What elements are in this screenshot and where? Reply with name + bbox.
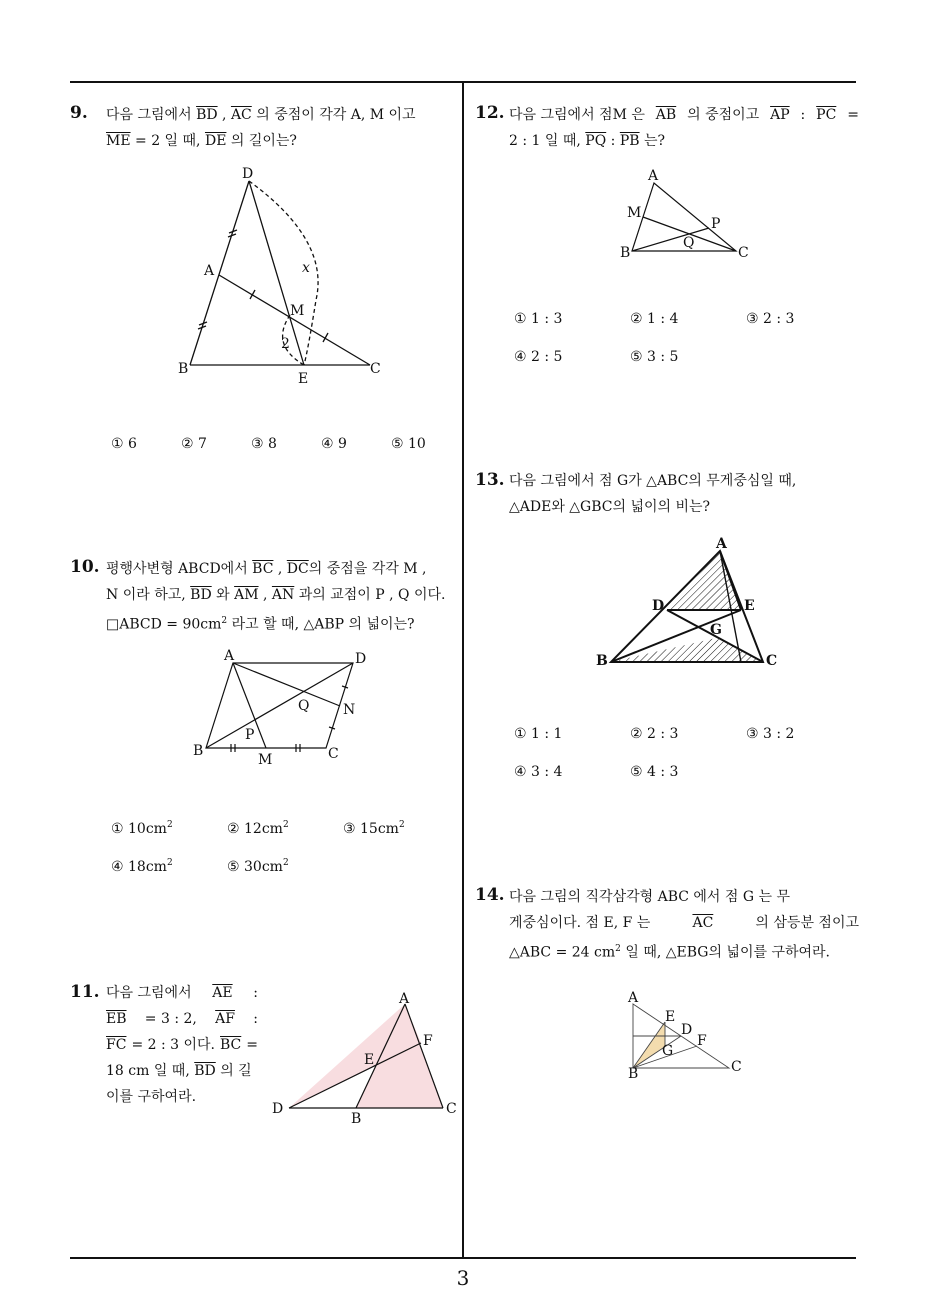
page-number: 3 xyxy=(456,1266,470,1290)
q13-choice-5[interactable]: ⑤ 4 : 3 xyxy=(630,764,679,780)
q9-label-2: 2 xyxy=(281,336,290,352)
q9-label-x: x xyxy=(302,260,310,276)
q13-choice-2[interactable]: ② 2 : 3 xyxy=(630,726,679,742)
q9-choice-5[interactable]: ⑤ 10 xyxy=(391,436,426,452)
q9-label-A: A xyxy=(204,263,215,279)
q13-choice-4[interactable]: ④ 3 : 4 xyxy=(514,764,563,780)
q10-label-N: N xyxy=(343,702,356,718)
q11-label-B: B xyxy=(351,1111,362,1127)
q13-label-C: C xyxy=(766,653,778,669)
q13-text: 다음 그림에서 점 G가 △ABC의 무게중심일 때, △ADE와 △GBC의 넓이의 비는? xyxy=(509,473,797,515)
q10-choice-4[interactable]: ④ $18cm^2$ xyxy=(111,858,173,875)
q10-choice-2[interactable]: ② $12cm^2$ xyxy=(227,820,289,837)
q10-label-A: A xyxy=(224,648,235,664)
q12-label-B: B xyxy=(620,245,631,261)
q11-label-D: D xyxy=(272,1101,284,1117)
q14-label-B: B xyxy=(628,1066,639,1082)
q14-label-D: D xyxy=(681,1022,693,1038)
q10-label-P: P xyxy=(245,727,255,743)
q12-text: 다음 그림에서 점M 은 $\overline{AB}$ 의 중점이고 $\overline{AP}$ : $\overline{PC}$ = 2 : 1 일 때, $\overline{PQ}$ : $\overline{PB}$ 는? xyxy=(509,107,859,149)
q12-label-M: M xyxy=(627,205,642,221)
q10-choice-3[interactable]: ③ $15cm^2$ xyxy=(343,820,405,837)
q10-label-D: D xyxy=(355,651,367,667)
q12-label-P: P xyxy=(711,216,721,232)
q12-choice-4[interactable]: ④ 2 : 5 xyxy=(514,349,563,365)
q11-label-C: C xyxy=(446,1101,457,1117)
q14-label-A: A xyxy=(628,990,639,1006)
q9-number: 9. xyxy=(70,103,88,123)
q9-choice-2[interactable]: ② 7 xyxy=(181,436,207,452)
q12-number: 12. xyxy=(475,103,505,123)
q9-label-M: M xyxy=(290,303,305,319)
q9-text: 다음 그림에서 $\overline{BD}$ , $\overline{AC}$ 의 중점이 각각 A, M 이고 $\overline{ME} = 2$ 일 때, $\overline{DE}$ 의 길이는? xyxy=(106,107,416,149)
q14-text: 다음 그림의 직각삼각형 ABC 에서 점 G 는 무 게중심이다. 점 E, F 는 $\overline{AC}$ 의 삼등분 점이고 △ABC = 24 $cm^2$ 일 때, △EBG의 넓이를 구하여라. xyxy=(509,889,859,961)
q11-label-A: A xyxy=(399,991,410,1007)
q14-label-G: G xyxy=(662,1043,674,1059)
q11-number: 11. xyxy=(70,982,100,1002)
q12-choice-1[interactable]: ① 1 : 3 xyxy=(514,311,563,327)
q11-label-E: E xyxy=(364,1052,375,1068)
q10-text: 평행사변형 ABCD에서 $\overline{BC}$ , $\overline{DC}$의 중점을 각각 M , N 이라 하고, $\overline{BD}$ 와 $\overline{AM}$ , $\overline{AN}$ 과의 교점이 P , Q 이다. □ABCD = $90cm^2$ 라고 할 때, △ABP 의 넓이는? xyxy=(106,561,446,633)
q9-choice-1[interactable]: ① 6 xyxy=(111,436,137,452)
q11-text: 다음 그림에서 $\overline{AE}$ : $\overline{EB}$ = 3 : 2, $\overline{AF}$ : $\overline{FC}$ = 2 : 3 이다. $\overline{BC}$ = 18 cm 일 때, $\overline{BD}$ 의 길 이를 구하여라. xyxy=(106,985,258,1105)
q13-label-B: B xyxy=(596,653,608,669)
q10-number: 10. xyxy=(70,557,100,577)
q9-choice-3[interactable]: ③ 8 xyxy=(251,436,277,452)
q11-label-F: F xyxy=(423,1033,433,1049)
q9-choice-4[interactable]: ④ 9 xyxy=(321,436,347,452)
q13-label-E: E xyxy=(744,598,755,614)
q13-number: 13. xyxy=(475,470,505,490)
q14-label-C: C xyxy=(731,1059,742,1075)
q13-label-A: A xyxy=(716,536,727,552)
q14-label-F: F xyxy=(697,1033,707,1049)
q10-label-M: M xyxy=(258,752,273,768)
q14-number: 14. xyxy=(475,885,505,905)
q12-label-A: A xyxy=(648,168,659,184)
q12-choice-2[interactable]: ② 1 : 4 xyxy=(630,311,679,327)
q13-label-G: G xyxy=(710,622,722,638)
q13-label-D: D xyxy=(652,598,665,614)
q12-choice-3[interactable]: ③ 2 : 3 xyxy=(746,311,795,327)
q13-choice-1[interactable]: ① 1 : 1 xyxy=(514,726,563,742)
q10-label-B: B xyxy=(193,743,204,759)
q12-choice-5[interactable]: ⑤ 3 : 5 xyxy=(630,349,679,365)
q12-label-Q: Q xyxy=(683,235,695,251)
q9-label-B: B xyxy=(178,361,189,377)
q10-label-Q: Q xyxy=(298,698,310,714)
q9-label-E: E xyxy=(298,371,309,387)
q14-label-E: E xyxy=(665,1009,676,1025)
q9-label-D: D xyxy=(242,166,254,182)
q10-choice-1[interactable]: ① $10cm^2$ xyxy=(111,820,173,837)
q10-label-C: C xyxy=(328,746,339,762)
q9-label-C: C xyxy=(370,361,381,377)
q13-choice-3[interactable]: ③ 3 : 2 xyxy=(746,726,795,742)
q10-choice-5[interactable]: ⑤ $30cm^2$ xyxy=(227,858,289,875)
q12-label-C: C xyxy=(738,245,749,261)
